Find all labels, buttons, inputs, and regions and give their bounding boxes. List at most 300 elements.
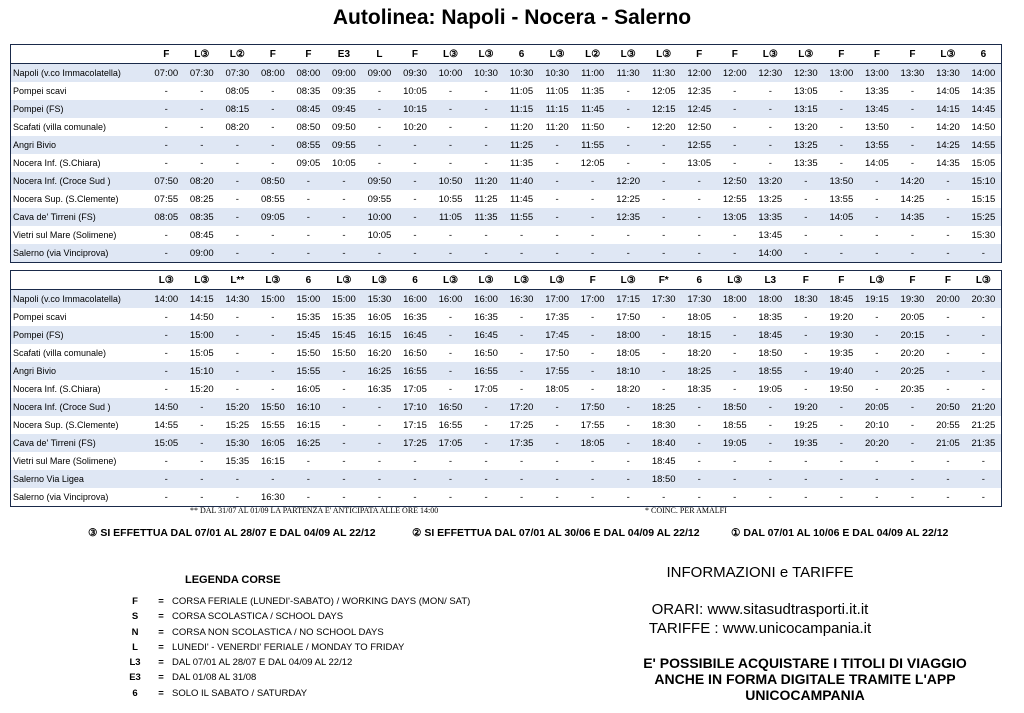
departure-time: 18:30 (651, 419, 676, 431)
departure-time: - (539, 470, 575, 488)
departure-time: 09:00 (184, 244, 220, 263)
departure-time: - (859, 362, 895, 380)
departure-time: - (839, 85, 843, 97)
table-row (11, 380, 1002, 398)
departure-time: - (646, 136, 682, 154)
departure-time: 16:20 (367, 347, 392, 359)
departure-time: 11:25 (504, 136, 540, 154)
departure-time: 15:50 (255, 398, 291, 416)
departure-time: 13:25 (758, 193, 783, 205)
departure-time: 18:45 (651, 455, 676, 467)
departure-time: - (804, 311, 808, 323)
departure-time: - (591, 229, 595, 241)
departure-time: 15:05 (971, 157, 996, 169)
departure-time: - (484, 455, 488, 467)
departure-time: 11:30 (646, 64, 682, 83)
departure-time: 16:15 (362, 326, 398, 344)
departure-time: - (468, 398, 504, 416)
departure-time: - (291, 208, 327, 226)
departure-time: - (164, 229, 168, 241)
departure-time: - (981, 383, 985, 395)
legend-item (120, 688, 470, 703)
legend-item (120, 611, 470, 626)
departure-time: - (220, 244, 256, 263)
departure-time: 08:45 (189, 229, 214, 241)
departure-time: - (362, 434, 398, 452)
departure-time: - (804, 491, 808, 503)
departure-time: 14:00 (753, 244, 789, 263)
departure-time: 17:05 (403, 383, 427, 395)
legend-item (120, 672, 470, 687)
departure-time: - (717, 326, 753, 344)
departure-time: 16:35 (367, 383, 392, 395)
departure-time: 13:20 (753, 172, 789, 190)
departure-time: 19:15 (859, 290, 895, 309)
departure-time: 10:30 (539, 64, 575, 83)
departure-time: 17:25 (397, 434, 433, 452)
legend-item (120, 657, 470, 672)
departure-time: 10:30 (468, 64, 504, 83)
departure-time: 14:05 (824, 208, 860, 226)
departure-time: - (326, 208, 362, 226)
departure-time: 19:20 (829, 311, 854, 323)
departure-time: - (326, 398, 362, 416)
departure-time: - (681, 172, 717, 190)
departure-time: 15:00 (291, 290, 327, 309)
departure-time: - (184, 470, 220, 488)
legend-equals: = (158, 687, 164, 699)
departure-time: 12:05 (651, 85, 676, 97)
departure-time: 14:50 (971, 121, 996, 133)
departure-time: 16:15 (296, 419, 321, 431)
departure-time: 18:05 (575, 434, 611, 452)
departure-time: - (839, 121, 843, 133)
run-type-header: L② (575, 45, 611, 64)
departure-time: - (448, 121, 453, 133)
departure-time: 12:30 (788, 64, 824, 83)
departure-time: - (733, 491, 737, 503)
departure-time: 13:15 (788, 100, 824, 118)
departure-time: 21:35 (966, 434, 1002, 452)
legend-desc: CORSA NON SCOLASTICA / NO SCHOOL DAYS (172, 626, 384, 638)
departure-time: 11:05 (433, 208, 469, 226)
run-type-header: L③ (468, 271, 504, 290)
departure-time: - (504, 362, 540, 380)
departure-time: - (519, 347, 524, 359)
departure-time: - (697, 229, 701, 241)
departure-time: - (555, 491, 559, 503)
departure-time: - (930, 470, 966, 488)
departure-time: 11:30 (610, 64, 646, 83)
departure-time: - (788, 208, 824, 226)
departure-time: - (235, 193, 239, 205)
departure-time: 12:00 (717, 64, 753, 83)
departure-time: - (575, 362, 611, 380)
table-row (11, 100, 1002, 118)
departure-time: - (981, 311, 985, 323)
departure-time: - (966, 244, 1002, 263)
departure-time: - (697, 491, 701, 503)
run-type-header: L③ (255, 271, 291, 290)
departure-time: 15:25 (225, 419, 250, 431)
departure-time: 09:55 (326, 136, 362, 154)
departure-time: 19:30 (824, 326, 860, 344)
departure-time: - (753, 398, 789, 416)
departure-time: 12:35 (610, 208, 646, 226)
departure-time: - (626, 85, 630, 97)
departure-time: - (591, 455, 595, 467)
departure-time: 15:20 (189, 383, 214, 395)
legend-item (120, 627, 470, 642)
table-row (11, 172, 1002, 190)
departure-time: - (626, 455, 630, 467)
departure-time: - (271, 229, 275, 241)
departure-time: 13:50 (824, 172, 860, 190)
departure-time: - (930, 208, 966, 226)
run-type-header: F (717, 45, 753, 64)
departure-time: - (575, 470, 611, 488)
departure-time: 16:05 (367, 311, 392, 323)
departure-time: 10:20 (403, 121, 427, 133)
departure-time: 18:05 (616, 347, 641, 359)
run-type-header: F (255, 45, 291, 64)
departure-time: 13:50 (865, 121, 889, 133)
departure-time: 20:10 (865, 419, 889, 431)
departure-time: - (662, 157, 666, 169)
departure-time: - (626, 229, 630, 241)
departure-time: - (610, 470, 646, 488)
departure-time: 14:05 (936, 85, 960, 97)
departure-time: 18:50 (758, 347, 783, 359)
departure-time: - (255, 136, 291, 154)
departure-time: 15:30 (220, 434, 256, 452)
departure-time: 08:55 (291, 136, 327, 154)
departure-time: - (342, 229, 346, 241)
departure-time: 16:55 (468, 362, 504, 380)
departure-time: 15:15 (971, 193, 996, 205)
departure-time: 14:00 (149, 290, 185, 309)
departure-time: - (433, 136, 469, 154)
departure-time: 14:20 (936, 121, 960, 133)
stop-name: Scafati (villa comunale) (13, 348, 107, 358)
run-type-header: F (930, 271, 966, 290)
departure-time: - (484, 229, 488, 241)
departure-time: - (788, 172, 824, 190)
validity-1: ① DAL 07/01 AL 10/06 E DAL 04/09 AL 22/12 (731, 527, 949, 539)
departure-time: - (468, 136, 504, 154)
departure-time: - (768, 157, 772, 169)
departure-time: 07:55 (154, 193, 179, 205)
departure-time: 09:45 (326, 100, 362, 118)
departure-time: 08:55 (260, 193, 285, 205)
run-type-header: L③ (362, 271, 398, 290)
departure-time: 09:05 (255, 208, 291, 226)
departure-time: 11:20 (468, 172, 504, 190)
departure-time: - (733, 347, 737, 359)
departure-time: - (235, 229, 239, 241)
departure-time: - (875, 347, 879, 359)
departure-time: 16:25 (362, 362, 398, 380)
departure-time: - (539, 244, 575, 263)
departure-time: - (397, 244, 433, 263)
departure-time: 18:15 (681, 326, 717, 344)
departure-time: 11:35 (468, 208, 504, 226)
departure-time: - (733, 121, 737, 133)
legend-equals: = (158, 611, 164, 623)
departure-time: - (910, 455, 914, 467)
departure-time: - (377, 157, 382, 169)
departure-time: 18:50 (717, 398, 753, 416)
departure-time: 17:50 (545, 347, 569, 359)
departure-time: 17:10 (397, 398, 433, 416)
table-row (11, 64, 1002, 83)
departure-time: - (220, 326, 256, 344)
departure-time: - (448, 311, 453, 323)
departure-time: - (397, 470, 433, 488)
departure-time: - (377, 85, 382, 97)
departure-time: - (519, 383, 524, 395)
legend-desc: CORSA SCOLASTICA / SCHOOL DAYS (172, 611, 344, 623)
departure-time: 10:00 (362, 208, 398, 226)
departure-time: 16:25 (291, 434, 327, 452)
departure-time: 12:55 (681, 136, 717, 154)
departure-time: 17:50 (575, 398, 611, 416)
departure-time: - (555, 455, 559, 467)
departure-time: - (342, 491, 346, 503)
run-type-header: L③ (966, 271, 1002, 290)
departure-time: - (164, 491, 168, 503)
departure-time: - (342, 419, 346, 431)
legend-equals: = (158, 626, 164, 638)
departure-time: - (804, 229, 808, 241)
departure-time: 13:55 (859, 136, 895, 154)
departure-time: 15:00 (255, 290, 291, 309)
departure-time: - (291, 470, 327, 488)
footnote-early-departure: ** DAL 31/07 AL 01/09 LA PARTENZA E' ANTICIPATA ALLE ORE 14:00 (190, 506, 439, 515)
run-type-header: L③ (610, 45, 646, 64)
departure-time: 15:00 (326, 290, 362, 309)
departure-time: 17:35 (504, 434, 540, 452)
run-type-header: F (291, 45, 327, 64)
departure-time: - (839, 419, 843, 431)
departure-time: - (397, 208, 433, 226)
table-row (11, 362, 1002, 380)
departure-time: - (342, 383, 346, 395)
departure-time: - (484, 419, 488, 431)
departure-time: - (306, 491, 310, 503)
departure-time: 07:30 (184, 64, 220, 83)
departure-time: - (824, 136, 860, 154)
departure-time: - (448, 347, 453, 359)
departure-time: 16:55 (438, 419, 463, 431)
departure-time: - (591, 193, 595, 205)
departure-time: 18:05 (545, 383, 569, 395)
departure-time: - (788, 470, 824, 488)
departure-time: - (433, 244, 469, 263)
departure-time: - (946, 491, 950, 503)
legend-key: L (132, 641, 138, 653)
departure-time: 13:55 (829, 193, 854, 205)
run-type-header: F (149, 45, 185, 64)
departure-time: - (733, 157, 737, 169)
departure-time: - (164, 455, 168, 467)
departure-time: - (149, 100, 185, 118)
departure-time: - (662, 347, 666, 359)
departure-time: 11:00 (575, 64, 611, 83)
departure-time: - (859, 470, 895, 488)
departure-time: 08:05 (225, 85, 250, 97)
departure-time: - (824, 244, 860, 263)
legend-equals: = (158, 596, 164, 607)
departure-time: - (662, 383, 666, 395)
departure-time: - (646, 326, 682, 344)
departure-time: - (200, 85, 204, 97)
departure-time: 16:05 (255, 434, 291, 452)
departure-time: 13:20 (793, 121, 818, 133)
departure-time: 17:25 (509, 419, 534, 431)
stop-name: Angri Bivio (11, 136, 149, 154)
run-type-header: F (824, 271, 860, 290)
departure-time: - (326, 244, 362, 263)
departure-time: 20:20 (859, 434, 895, 452)
departure-time: - (824, 100, 860, 118)
departure-time: - (946, 347, 950, 359)
departure-time: 11:20 (545, 121, 569, 133)
run-type-header: L③ (184, 271, 220, 290)
departure-time: 15:35 (225, 455, 250, 467)
departure-time: - (895, 470, 931, 488)
departure-time: 08:15 (220, 100, 256, 118)
departure-time: 14:15 (930, 100, 966, 118)
departure-time: - (220, 172, 256, 190)
table-row (11, 398, 1002, 416)
departure-time: - (255, 244, 291, 263)
digital-ticket-notice (590, 655, 1020, 703)
departure-time: 17:00 (575, 290, 611, 309)
departure-time: - (681, 398, 717, 416)
departure-time: - (895, 434, 931, 452)
departure-time: - (306, 229, 310, 241)
departure-time: 16:00 (433, 290, 469, 309)
departure-time: - (910, 85, 914, 97)
departure-time: - (271, 383, 275, 395)
departure-time: 18:10 (610, 362, 646, 380)
departure-time: - (681, 434, 717, 452)
departure-time: 10:05 (332, 157, 356, 169)
departure-time: - (946, 383, 950, 395)
departure-time: - (484, 157, 488, 169)
departure-time: - (271, 311, 275, 323)
departure-time: - (966, 470, 1002, 488)
departure-time: - (149, 244, 185, 263)
stop-name: Nocera Inf. (Croce Sud ) (11, 398, 149, 416)
departure-time: 18:05 (687, 311, 712, 323)
departure-time: - (271, 85, 275, 97)
run-type-header: L③ (468, 45, 504, 64)
departure-time: 09:05 (296, 157, 321, 169)
departure-time: 16:50 (474, 347, 498, 359)
departure-time: - (413, 491, 417, 503)
buy-line-2: ANCHE IN FORMA DIGITALE TRAMITE L'APP (654, 671, 956, 687)
departure-time: - (200, 491, 204, 503)
run-type-header: F (895, 45, 931, 64)
departure-time: - (397, 136, 433, 154)
stop-name: Cava de' Tirreni (FS) (11, 434, 149, 452)
departure-time: 17:45 (539, 326, 575, 344)
departure-time: 19:25 (793, 419, 818, 431)
departure-time: 14:00 (966, 64, 1002, 83)
departure-time: 17:55 (580, 419, 605, 431)
departure-time: - (362, 398, 398, 416)
departure-time: - (646, 244, 682, 263)
table-row (11, 190, 1002, 208)
departure-time: 08:50 (255, 172, 291, 190)
departure-time: 14:35 (895, 208, 931, 226)
stop-name: Pompei scavi (13, 312, 67, 322)
run-type-header: 6 (291, 271, 327, 290)
run-type-header: L③ (184, 45, 220, 64)
departure-time: 17:55 (539, 362, 575, 380)
departure-time: 08:00 (291, 64, 327, 83)
departure-time: 07:00 (149, 64, 185, 83)
departure-time: - (610, 244, 646, 263)
departure-time: 18:00 (610, 326, 646, 344)
departure-time: 17:15 (610, 290, 646, 309)
departure-time: - (164, 85, 168, 97)
legend-key: N (131, 626, 139, 638)
departure-time: - (839, 157, 843, 169)
departure-time: 09:30 (397, 64, 433, 83)
departure-time: - (910, 121, 914, 133)
departure-time: 14:25 (930, 136, 966, 154)
info-heading: INFORMAZIONI e TARIFFE (666, 564, 854, 581)
departure-time: 11:35 (510, 157, 534, 169)
departure-time: - (484, 85, 488, 97)
departure-time: 19:40 (824, 362, 860, 380)
departure-time: - (610, 136, 646, 154)
validity-2: ② SI EFFETTUA DAL 07/01 AL 30/06 E DAL 04/09 AL 22/12 (412, 527, 700, 539)
departure-time: - (235, 157, 239, 169)
stop-name: Angri Bivio (11, 362, 149, 380)
departure-time: 13:35 (865, 85, 889, 97)
departure-time: 17:00 (539, 290, 575, 309)
departure-time: - (591, 347, 595, 359)
departure-time: - (448, 383, 453, 395)
departure-time: 16:55 (397, 362, 433, 380)
departure-time: 11:15 (504, 100, 540, 118)
departure-time: - (575, 244, 611, 263)
departure-time: 13:05 (687, 157, 712, 169)
departure-time: - (733, 311, 737, 323)
departure-time: - (220, 362, 256, 380)
departure-time: 13:30 (930, 64, 966, 83)
stop-name: Pompei (FS) (11, 326, 149, 344)
departure-time: 19:20 (788, 398, 824, 416)
info-tariffe: TARIFFE : www.unicocampania.it (648, 620, 872, 637)
run-type-header: L③ (859, 271, 895, 290)
departure-time: 16:00 (397, 290, 433, 309)
departure-time: 13:25 (788, 136, 824, 154)
legend-title: LEGENDA CORSE (185, 574, 281, 586)
departure-time: - (610, 434, 646, 452)
departure-time: 14:25 (900, 193, 925, 205)
departure-time: - (788, 244, 824, 263)
departure-time: - (697, 455, 701, 467)
run-type-header: F (859, 45, 895, 64)
departure-time: - (610, 398, 646, 416)
departure-time: 10:15 (397, 100, 433, 118)
run-type-header: L③ (433, 45, 469, 64)
